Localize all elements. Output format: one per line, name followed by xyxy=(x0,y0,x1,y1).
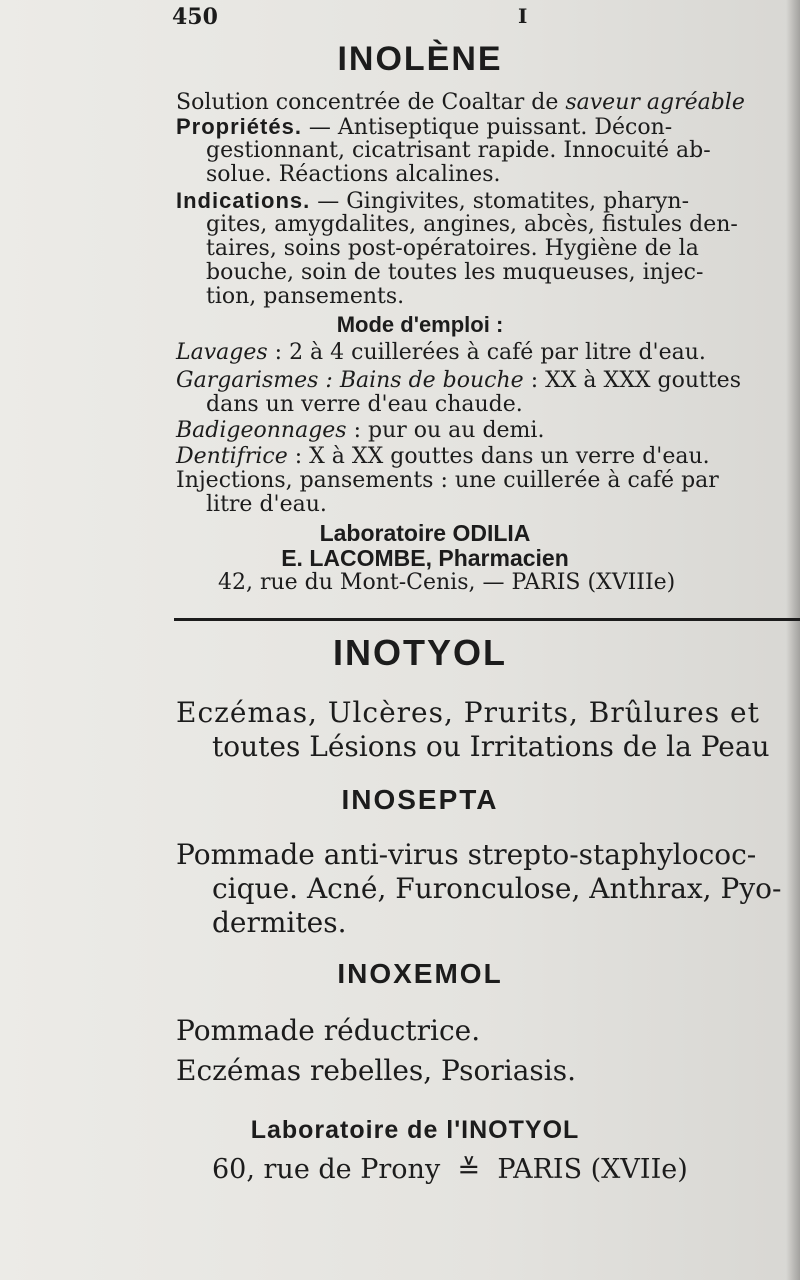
inotyol-title: INOTYOL xyxy=(333,632,507,673)
indications: Indications. — Gingivites, stomatites, pharyn- xyxy=(176,188,690,214)
inoxemol-line2: Eczémas rebelles, Psoriasis. xyxy=(176,1054,576,1087)
proprietes-line3: solue. Réactions alcalines. xyxy=(206,162,501,187)
proprietes: Propriétés. — Antiseptique puissant. Décon- xyxy=(176,114,673,140)
injections-line2: litre d'eau. xyxy=(206,492,327,517)
laboratoire-odilia: Laboratoire ODILIA xyxy=(319,520,531,546)
inolene-title: INOLÈNE xyxy=(337,40,503,78)
proprietes-label: Propriétés. xyxy=(176,114,302,139)
gargarismes: Gargarismes : Bains de bouche : XX à XXX gouttes xyxy=(176,368,741,393)
inosepta-line3: dermites. xyxy=(212,906,347,939)
dentifrice: Dentifrice : X à XX gouttes dans un verre d'eau. xyxy=(176,444,710,469)
mode-emploi-title: Mode d'emploi : xyxy=(336,312,504,337)
page-number: 450 xyxy=(172,4,218,30)
indications-line2: gites, amygdalites, angines, abcès, fistules den- xyxy=(206,212,738,237)
lavages: Lavages : 2 à 4 cuillerées à café par litre d'eau. xyxy=(176,340,706,365)
gargarismes-line2: dans un verre d'eau chaude. xyxy=(206,392,523,417)
injections-line1: Injections, pansements : une cuillerée à café par xyxy=(176,468,719,493)
ornament-mark: ≚ xyxy=(457,1154,481,1185)
inosepta-title: INOSEPTA xyxy=(341,784,499,815)
inosepta-line2: cique. Acné, Furonculose, Anthrax, Pyo- xyxy=(212,872,782,905)
pharmacien-name: E. LACOMBE, Pharmacien xyxy=(281,545,569,571)
inotyol-line1: Eczémas, Ulcères, Prurits, Brûlures et xyxy=(176,696,760,729)
inosepta-line1: Pommade anti-virus strepto-staphylococ- xyxy=(176,838,757,871)
badigeonnages: Badigeonnages : pur ou au demi. xyxy=(176,418,545,443)
top-mark: I xyxy=(518,4,528,28)
proprietes-line2: gestionnant, cicatrisant rapide. Innocuité ab- xyxy=(206,138,711,163)
inoxemol-title: INOXEMOL xyxy=(337,958,503,989)
inotyol-line2: toutes Lésions ou Irritations de la Peau xyxy=(212,730,770,763)
indications-line3: taires, soins post-opératoires. Hygiène de la xyxy=(206,236,699,261)
inoxemol-line1: Pommade réductrice. xyxy=(176,1014,481,1047)
inotyol-address: 60, rue de Prony ≚ PARIS (XVIIe) xyxy=(212,1154,688,1185)
indications-label: Indications. xyxy=(176,188,311,213)
indications-line4: bouche, soin de toutes les muqueuses, injec- xyxy=(206,260,704,285)
section-divider xyxy=(174,618,800,621)
inolene-line1: Solution concentrée de Coaltar de saveur agréable xyxy=(176,90,745,115)
odilia-address: 42, rue du Mont-Cenis, — PARIS (XVIIIe) xyxy=(218,570,676,595)
laboratoire-inotyol: Laboratoire de l'INOTYOL xyxy=(250,1116,580,1144)
indications-line5: tion, pansements. xyxy=(206,284,405,309)
